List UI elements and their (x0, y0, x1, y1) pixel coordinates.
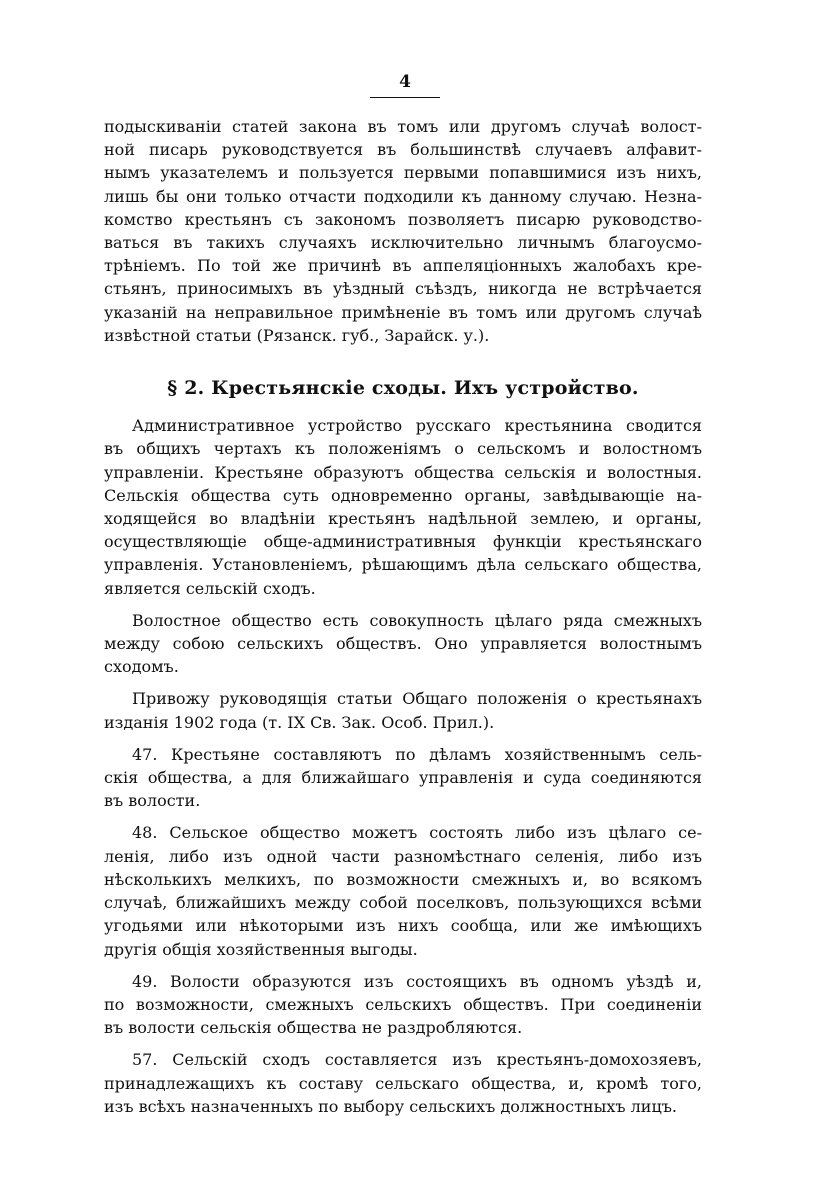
text-line: другiя общiя хозяйственныя выгоды. (104, 939, 418, 959)
text-line: скiя общества, а для ближайшаго управленiя и суда соединяются (104, 768, 702, 788)
text-line: Волостное общество есть совокупность цѣлаго ряда смежныхъ (132, 610, 702, 630)
paragraph (104, 414, 702, 600)
text-line: ной писарь руководствуется въ большинствѣ случаевъ алфавит- (104, 140, 702, 160)
text-line: въ волости. (104, 791, 201, 811)
text-line: осуществляющiе обще-административныя функцiи крестьянскаго (104, 532, 702, 552)
text-line: извѣстной статьи (Рязанск. губ., Зарайск. у.). (104, 325, 490, 345)
paragraph (104, 743, 702, 813)
paragraph (104, 1048, 702, 1118)
text-line: по возможности, смежныхъ сельскихъ обществъ. При соединенiи (104, 994, 702, 1014)
text-line: случаѣ, ближайшихъ между собой поселковъ, пользующихся всѣми (104, 893, 702, 913)
text-line: сходомъ. (104, 657, 179, 677)
text-line: трѣнiемъ. По той же причинѣ въ аппеляцiонныхъ жалобахъ кре- (104, 256, 702, 276)
text-line: стьянъ, приносимыхъ въ уѣздный съѣздъ, никогда не встрѣчается (104, 279, 702, 299)
page-number-rule (370, 97, 440, 98)
text-line: 57. Сельскiй сходъ составляется изъ крестьянъ-домохозяевъ, (132, 1050, 702, 1070)
text-line: является сельскiй сходъ. (104, 578, 316, 598)
text-line: 47. Крестьяне составляютъ по дѣламъ хозяйственнымъ сель- (132, 744, 702, 764)
paragraph (104, 821, 702, 960)
text-line: изъ всѣхъ назначенныхъ по выбору сельскихъ должностныхъ лицъ. (104, 1096, 677, 1116)
text-line: управленiи. Крестьяне образуютъ общества сельскiя и волостныя. (104, 462, 702, 482)
paragraph (104, 609, 702, 679)
text-line: между собою сельскихъ обществъ. Оно управляется волостнымъ (104, 634, 702, 654)
text-line: управленiя. Установленiемъ, рѣшающимъ дѣла сельскаго общества, (104, 555, 702, 575)
text-line: ваться въ такихъ случаяхъ исключительно личнымъ благоусмо- (104, 233, 702, 253)
text-line: нымъ указателемъ и пользуется первыми попавшимися изъ нихъ, (104, 163, 702, 183)
text-line: подыскиванiи статей закона въ томъ или другомъ случаѣ волост- (104, 117, 702, 136)
text-line: ленiя, либо изъ одной части разномѣстнаго селенiя, либо изъ (104, 846, 702, 866)
text-line: 49. Волости образуются изъ состоящихъ въ одномъ уѣздѣ и, (132, 971, 702, 991)
text-line: угодьями или нѣкоторыми изъ нихъ сообща, или же имѣющихъ (104, 916, 702, 936)
text-line: ходящейся во владѣнiи крестьянъ надѣльной землею, и органы, (104, 509, 702, 529)
text-line: въ волости сельскiя общества не раздробляются. (104, 1018, 523, 1038)
text-line: Привожу руководящiя статьи Общаго положенiя о крестьянахъ (132, 689, 702, 709)
text-line: лишь бы они только отчасти подходили къ данному случаю. Незна- (104, 186, 702, 206)
text-line: Административное устройство русскаго крестьянина сводится (132, 416, 702, 436)
intro-paragraph (104, 115, 702, 347)
text-line: 48. Сельское общество можетъ состоять либо изъ цѣлаго се- (132, 823, 702, 843)
paragraph (104, 687, 702, 733)
section-paragraphs (104, 414, 702, 1118)
text-line: изданiя 1902 года (т. IX Св. Зак. Особ. Прил.). (104, 712, 495, 732)
text-line: указанiй на неправильное примѣненiе въ томъ или другомъ случаѣ (104, 302, 702, 322)
section-heading: § 2. Крестьянскiе сходы. Ихъ устройство. (167, 377, 639, 400)
page-number: 4 (399, 72, 411, 92)
text-line: въ общихъ чертахъ къ положенiямъ о сельскомъ и волостномъ (104, 439, 702, 459)
text-line: Сельскiя общества суть одновременно органы, завѣдывающiе на- (104, 485, 702, 505)
text-line: комство крестьянъ съ закономъ позволяетъ писарю руководство- (104, 209, 702, 229)
body-text (104, 115, 702, 1118)
text-line: принадлежащихъ къ составу сельскаго общества, и, кромѣ того, (104, 1073, 702, 1093)
text-line: нѣсколькихъ мелкихъ, по возможности смежныхъ и, во всякомъ (104, 869, 702, 889)
paragraph (104, 970, 702, 1040)
